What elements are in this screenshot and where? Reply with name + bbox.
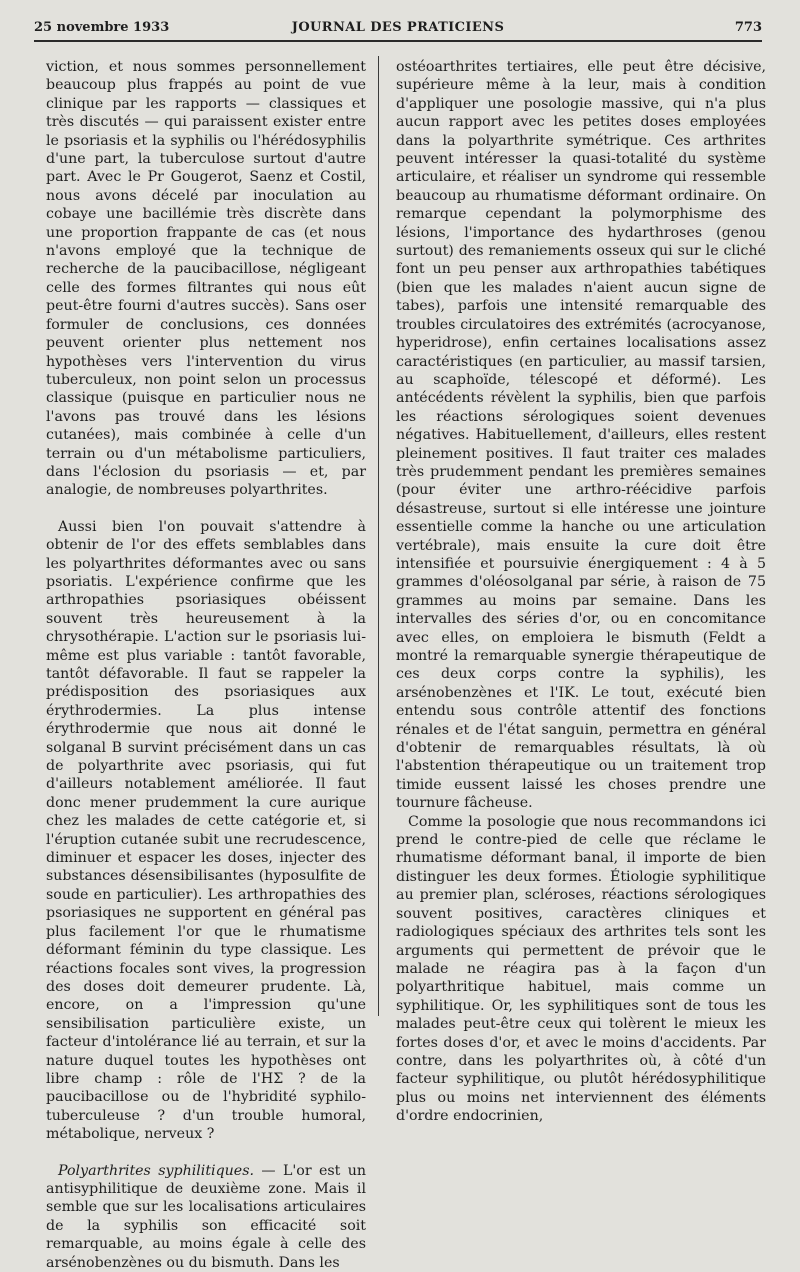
page-number: 773 [734,20,762,35]
left-paragraph-1: viction, et nous sommes personnellement beaucoup plus frappés au point de vue clinique par les rapports — classiques et très discutés — qui paraissent exister entre le psoriasis et la syphilis ou l'hérédosyphilis d'une part, la tuberculose surtout d'autre part. Avec le Pr Gougerot, Saenz et Costil, nous avons décelé par inoculation au cobaye une bacillémie très discrète dans une proportion frappante de cas (et nous n'avons employé que la technique de recherche de la paucibacillose, négligeant celle des formes filtrantes qui nous eût peut-être fourni d'autres succès). Sans oser formuler de conclusions, ces données peuvent orienter plus nettement nos hypothèses vers l'intervention du virus tuberculeux, non point selon un processus classique (puisque en particulier nous ne l'avons pas trouvé dans les lésions cutanées), mais combinée à celle d'un terrain ou d'un métabolisme particuliers, dans l'éclosion du psoriasis — et, par analogie, de nombreuses polyarthrites. [46,59,366,499]
section-text: — L'or est un antisyphilitique de deuxième zone. Mais il semble que sur les localisations articulaires de la syphilis son efficacité soit remarquable, au moins égale à celle des arsénobenzènes ou du bismuth. Dans les [46,1162,367,1271]
page-header [34,20,762,42]
left-column [46,58,366,1272]
left-paragraph-2: Aussi bien l'on pouvait s'attendre à obtenir de l'or des effets semblables dans les polyarthrites déformantes avec ou sans psoriatis. L'expérience confirme que les arthropathies psoriasiques obéissent souvent très heureusement à la chrysothérapie. L'action sur le psoriasis lui-même est plus variable : tantôt favorable, tantôt défavorable. Il faut se rappeler la prédisposition des psoriasiques aux érythrodermies. La plus intense érythrodermie que nous ait donné le solganal B survint précisément dans un cas de polyarthrite avec psoriasis, qui fut d'ailleurs notablement améliorée. Il faut donc mener prudemment la cure aurique chez les malades de cette catégorie et, si l'éruption cutanée subit une recrudescence, diminuer et espacer les doses, injecter des substances désensibilisantes (hyposulfite de soude en particulier). Les arthropathies des psoriasiques ne supportent en général pas plus facilement l'or que le rhumatisme déformant féminin du type classique. Les réactions focales sont vives, la progression des doses doit demeurer prudente. Là, encore, on a l'impression qu'une sensibilisation particulière existe, un facteur d'intolérance lié au terrain, et sur la nature duquel toutes les hypothèses ont libre champ : rôle de l'HΣ ? de la paucibacillose ou de l'hybridité syphilo-tuberculeuse ? d'un trouble humoral, métabolique, nerveux ? [46,518,366,1143]
journal-title: JOURNAL DES PRATICIENS [291,20,505,35]
issue-date: 25 novembre 1933 [34,20,170,35]
section-title: Polyarthrites syphilitiques. [58,1162,254,1179]
header-rule [34,40,762,42]
right-paragraph-2: Comme la posologie que nous recommandons ici prend le contre-pied de celle que réclame le rhumatisme déformant banal, il importe de bien distinguer les deux formes. Étiologie syphilitique au premier plan, scléroses, réactions sérologiques souvent positives, caractères cliniques et radiologiques spéciaux des arthrites tels sont les arguments qui permettent de prévoir que le malade ne réagira pas à la façon d'un polyarthritique habituel, mais comme un syphilitique. Or, les syphilitiques sont de tous les malades peut-être ceux qui tolèrent le mieux les fortes doses d'or, et avec le moins d'accidents. Par contre, dans les polyarthrites où, à côté d'un facteur syphilitique, ou plutôt hérédosyphilitique plus ou moins net interviennent des éléments d'ordre endocrinien, [396,813,766,1125]
column-divider [378,56,379,1016]
left-section [46,1162,366,1272]
right-column [396,58,766,1126]
right-paragraph-1: ostéoarthrites tertiaires, elle peut être décisive, supérieure même à la leur, mais à condition d'appliquer une posologie massive, qui n'a plus aucun rapport avec les petites doses employées dans la polyarthrite symétrique. Ces arthrites peuvent intéresser la quasi-totalité du système articulaire, et réaliser un syndrome qui ressemble beaucoup au rhumatisme déformant ordinaire. On remarque cependant la polymorphisme des lésions, l'importance des hydarthroses (genou surtout) des remaniements osseux qui sur le cliché font un peu penser aux arthropathies tabétiques (bien que les malades n'aient aucun signe de tabes), parfois une intensité remarquable des troubles circulatoires des extrémités (acrocyanose, hyperidrose), enfin certaines localisations assez caractéristiques (en particulier, au massif tarsien, au scaphoïde, télescopé et déformé). Les antécédents révèlent la syphilis, bien que parfois les réactions sérologiques soient devenues négatives. Habituellement, d'ailleurs, elles restent pleinement positives. Il faut traiter ces malades très prudemment pendant les premières semaines (pour éviter une arthro-réécidive parfois désastreuse, surtout si elle intéresse une jointure essentielle comme la hanche ou une articulation vertébrale), mais ensuite la cure doit être intensifiée et poursuivie énergiquement : 4 à 5 grammes d'oléosolganal par série, à raison de 75 grammes au moins par semaine. Dans les intervalles des séries d'or, ou en concomitance avec elles, on emploiera le bismuth (Feldt a montré la remarquable synergie thérapeutique de ces deux corps contre la syphilis), les arsénobenzènes et l'IK. Le tout, exécuté bien entendu sous contrôle attentif des fonctions rénales et de l'état sanguin, permettra en général d'obtenir de remarquables résultats, là où l'abstention thérapeutique ou un traitement trop timide eussent laissé les choses prendre une tournure fâcheuse. [396,59,766,812]
